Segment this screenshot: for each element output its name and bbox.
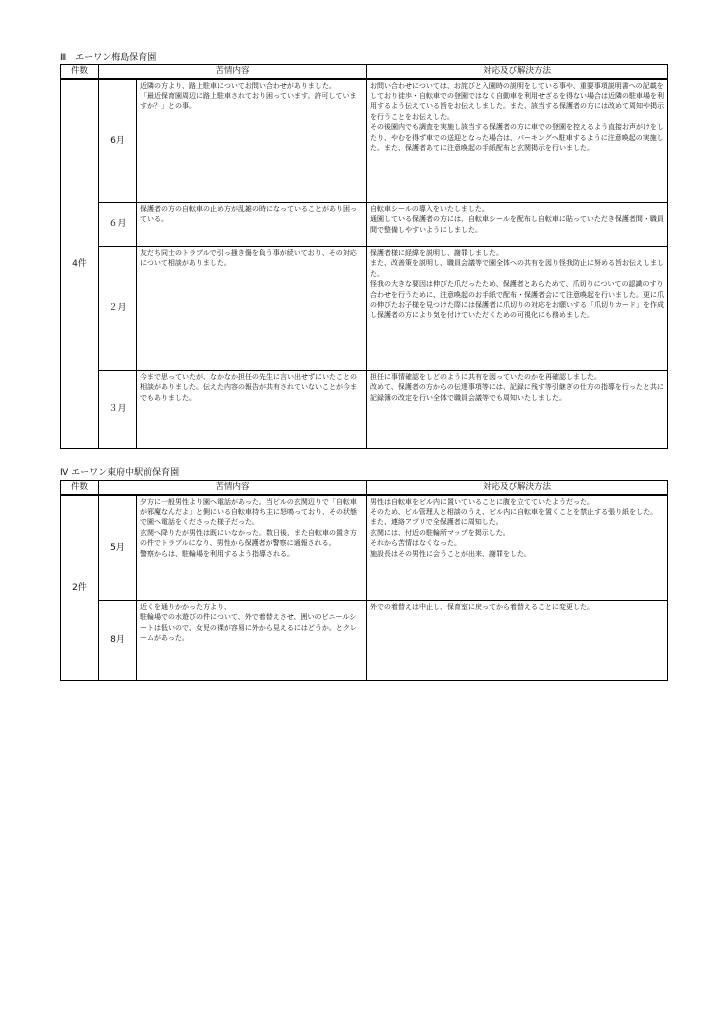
month-cell: ２月 xyxy=(99,247,137,371)
table-row xyxy=(61,601,668,681)
complaints-table xyxy=(60,64,668,449)
response-cell: お問い合わせについては、お詫びと入園時の説明をしている事や、重要事項説明書への記載をしており徒歩・自転車での登園ではなく自動車を利用せざるを得ない場合は近隣の駐車場を利用するよう伝えている旨をお伝えしました。また、該当する保護者の方には改めて周知や掲示を行うことをお伝えした。 その後園内でも調査を実施し該当する保護者の方に車での登園を控えるよう直接お声がけをしたり、やむを得ず車での送迎となった場合は、パーキングへ駐車するように注意喚起の実施した。また、保護者あてに注意喚起の手紙配布と玄関掲示を行いました。 xyxy=(367,79,668,203)
header-complaint: 苦情内容 xyxy=(99,481,367,495)
count-cell: 2件 xyxy=(61,495,99,681)
month-cell: ６月 xyxy=(99,203,137,247)
response-cell: 外での着替えは中止し、保育室に戻ってから着替えることに変更した。 xyxy=(367,601,668,681)
table-row xyxy=(61,495,668,601)
month-cell: 8月 xyxy=(99,601,137,681)
header-count: 件数 xyxy=(61,65,99,79)
header-response: 対応及び解決方法 xyxy=(367,481,668,495)
complaint-cell: 近隣の方より、路上駐車についてお問い合わせがありました。 「最近保育園周辺に路上駐車されており困っています。許可していますか？」との事。 xyxy=(137,79,367,203)
complaint-cell: 友だち同士のトラブルで引っ掻き傷を負う事が続いており、その対応について相談がありました。 xyxy=(137,247,367,371)
month-cell: ３月 xyxy=(99,371,137,449)
header-complaint: 苦情内容 xyxy=(99,65,367,79)
table-row xyxy=(61,79,668,203)
month-cell: 5月 xyxy=(99,495,137,601)
section-title: Ⅲ エーワン梅島保育園 xyxy=(60,53,157,63)
complaints-table xyxy=(60,480,668,681)
response-cell: 男性は自転車をビル内に置いていることに腹を立てていたようだった。 そのため、ビル管理人と相談のうえ、ビル内に自転車を置くことを禁止する張り紙をした。 また、連絡アプリで全保護者に周知した。 玄関には、付近の駐輪所マップを掲示した。 それから苦情はなくなった。 施設長はその男性に会うことが出来、謝罪をした。 xyxy=(367,495,668,601)
month-cell: 6月 xyxy=(99,79,137,203)
response-cell: 自転車シールの導入をいたしました。 通園している保護者の方には、自転車シールを配布し自転車に貼っていただき保護者間・職員間で整備しやすいようにしました。 xyxy=(367,203,668,247)
count-cell: 4件 xyxy=(61,79,99,449)
section-title: Ⅳ エーワン東府中駅前保育園 xyxy=(60,468,180,478)
header-response: 対応及び解決方法 xyxy=(367,65,668,79)
complaint-cell: 保護者の方の自転車の止め方が乱雑の時になっていることがあり困っている。 xyxy=(137,203,367,247)
response-cell: 保護者様に経緯を説明し、謝罪しました。 また、改善策を説明し、職員会議等で園全体への共有を図り怪我防止に努める旨お伝えしました。 怪我の大きな要因は伸びた爪だったため、保護者とあらためて、爪切りについての認識のすり合わせを行うために、注意喚起のお手紙で配布・保護者会にて注意喚起を行いました。更に爪の伸びたお子様を見つけた際には保護者に爪切りの対応をお願いする「爪切りカード」を作成し保護者の方により気を付けていただくための可視化にも務めました。 xyxy=(367,247,668,371)
header-count: 件数 xyxy=(61,481,99,495)
complaint-cell: 今まで思っていたが、なかなか担任の先生に言い出せずにいたことの相談がありました。伝えた内容の報告が共有されていないことが今までもありました。 xyxy=(137,371,367,449)
complaint-cell: 近くを通りかかった方より、 駐輪場での水遊びの件について、外で着替えさせ、囲いのビニールシートは低いので、女児の裸が容易に外から見えるにはどうか。とクレームがあった。 xyxy=(137,601,367,681)
table-row xyxy=(61,247,668,371)
complaint-cell: 夕方に一般男性より園へ電話があった。当ビルの玄関辺りで「自転車が邪魔なんだよ」と側にいる自転車持ち主に怒鳴っており、その状態で園へ電話をくださった様子だった。 玄関へ降りたが男性は既にいなかった。数日後、また自転車の置き方の件でトラブルになり、男性から保護者が警察に通報される。 警察からは、駐輪場を利用するよう指導される。 xyxy=(137,495,367,601)
table-row xyxy=(61,371,668,449)
response-cell: 担任に事情確認をしどのように共有を図っていたのかを再確認しました。 改めて、保護者の方からの伝達事項等には、記録に残す等引継ぎの仕方の指導を行ったと共に記録簿の改定を行い全体で職員会議等でも周知いたしました。 xyxy=(367,371,668,449)
table-row xyxy=(61,203,668,247)
